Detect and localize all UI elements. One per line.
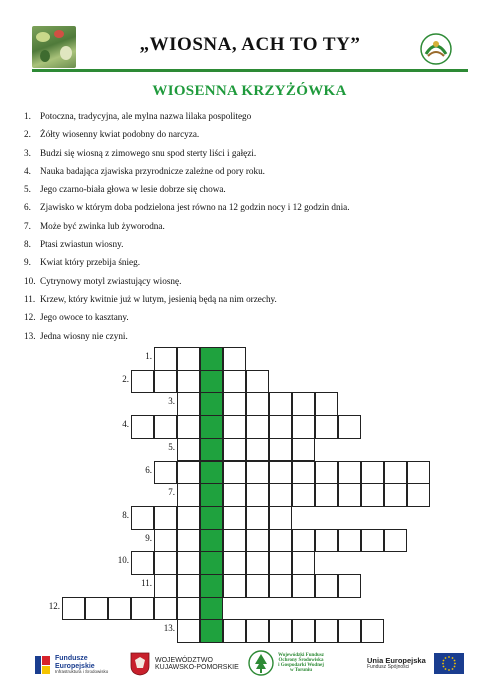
clue-number: 3. <box>24 147 31 158</box>
crossword-key-cell[interactable] <box>200 551 223 575</box>
crossword-key-cell[interactable] <box>200 461 223 485</box>
crossword-cell[interactable] <box>223 551 246 575</box>
crossword-cell[interactable] <box>177 392 200 416</box>
crossword-cell[interactable] <box>246 506 269 530</box>
crossword-cell[interactable] <box>269 461 292 485</box>
crossword-cell[interactable] <box>269 415 292 439</box>
crossword-cell[interactable] <box>292 438 315 462</box>
clue-number: 8. <box>24 239 31 250</box>
crossword-key-cell[interactable] <box>200 597 223 621</box>
clue-text: Ptasi zwiastun wiosny. <box>40 239 124 250</box>
crossword-cell[interactable] <box>154 415 177 439</box>
crossword-cell[interactable] <box>315 483 338 507</box>
clue-number: 9. <box>24 257 31 268</box>
clue-item <box>24 107 484 125</box>
clue-list <box>24 107 484 345</box>
clue-text: Nauka badająca zjawiska przyrodnicze zależne od pory roku. <box>40 165 265 176</box>
clue-text: Cytrynowy motyl zwiastujący wiosnę. <box>40 275 182 286</box>
crossword-cell[interactable] <box>131 597 154 621</box>
crossword-cell[interactable] <box>338 483 361 507</box>
crossword-row-number: 12. <box>48 600 60 611</box>
crossword-cell[interactable] <box>269 574 292 598</box>
crossword-row-number: 4. <box>122 419 129 430</box>
clue-number: 4. <box>24 165 31 176</box>
eu-logo <box>367 653 464 674</box>
crossword-cell[interactable] <box>177 347 200 371</box>
clue-text: Zjawisko w którym doba podzielona jest równo na 12 godzin nocy i 12 godzin dnia. <box>40 202 350 213</box>
clue-item <box>24 198 484 216</box>
crossword-cell[interactable] <box>315 529 338 553</box>
region-logo <box>130 652 239 676</box>
crossword-row-number: 7. <box>168 487 175 498</box>
crossword-cell[interactable] <box>246 370 269 394</box>
crossword-key-cell[interactable] <box>200 347 223 371</box>
crossword-cell[interactable] <box>269 551 292 575</box>
crossword-cell[interactable] <box>223 438 246 462</box>
crossword-cell[interactable] <box>246 461 269 485</box>
crossword-cell[interactable] <box>154 597 177 621</box>
crossword-cell[interactable] <box>246 438 269 462</box>
crossword-cell[interactable] <box>154 529 177 553</box>
clue-number: 5. <box>24 184 31 195</box>
crossword-cell[interactable] <box>246 529 269 553</box>
clue-text: Kwiat który przebija śnieg. <box>40 257 141 268</box>
crossword-cell[interactable] <box>407 483 430 507</box>
wfos-line4: w Toruniu <box>289 668 313 674</box>
clue-item <box>24 162 484 180</box>
wfos-line2: Ochrony Środowiska <box>278 657 324 663</box>
clue-text: Jego owoce to kasztany. <box>40 312 129 323</box>
crossword-cell[interactable] <box>177 551 200 575</box>
crossword-cell[interactable] <box>154 347 177 371</box>
crossword-cell[interactable] <box>154 551 177 575</box>
crossword-cell[interactable] <box>269 506 292 530</box>
crossword-cell[interactable] <box>407 461 430 485</box>
crossword-cell[interactable] <box>384 529 407 553</box>
crossword-cell[interactable] <box>384 461 407 485</box>
crossword-cell[interactable] <box>292 574 315 598</box>
crossword-cell[interactable] <box>223 461 246 485</box>
page-title: „WIOSNA, ACH TO TY” <box>139 34 361 55</box>
crossword-key-cell[interactable] <box>200 438 223 462</box>
crossword-cell[interactable] <box>292 392 315 416</box>
crossword-row-number: 11. <box>141 578 152 588</box>
crossword-cell[interactable] <box>223 574 246 598</box>
crossword-cell[interactable] <box>177 574 200 598</box>
crossword-cell[interactable] <box>62 597 85 621</box>
clue-text: Jedna wiosny nie czyni. <box>40 330 128 341</box>
crossword-row-number: 8. <box>122 509 129 520</box>
clue-number: 2. <box>24 129 31 140</box>
clue-number: 10. <box>24 275 36 286</box>
crossword-cell[interactable] <box>246 574 269 598</box>
clue-number: 6. <box>24 202 31 213</box>
eu-flag-icon <box>434 653 464 674</box>
wfos-line1: Wojewódzki Fundusz <box>278 652 324 658</box>
eu-funds-line2: Europejskie <box>55 662 95 670</box>
crossword-cell[interactable] <box>246 551 269 575</box>
clue-item <box>24 272 484 290</box>
crossword-cell[interactable] <box>292 551 315 575</box>
crossword-cell[interactable] <box>269 529 292 553</box>
crossword-cell[interactable] <box>292 529 315 553</box>
crossword-cell[interactable] <box>177 438 200 462</box>
crossword-cell[interactable] <box>177 506 200 530</box>
crossword-cell[interactable] <box>246 483 269 507</box>
clue-item <box>24 327 484 345</box>
crossword-cell[interactable] <box>223 415 246 439</box>
crossword-row-number: 13. <box>163 623 175 634</box>
eu-line1: Unia Europejska <box>367 655 426 665</box>
crossword-cell[interactable] <box>269 438 292 462</box>
crossword-cell[interactable] <box>292 415 315 439</box>
crossword-row-number: 3. <box>168 396 175 407</box>
wfos-logo <box>248 650 324 676</box>
clue-item <box>24 144 484 162</box>
crossword-cell[interactable] <box>223 370 246 394</box>
crossword-cell[interactable] <box>154 574 177 598</box>
crossword-cell[interactable] <box>246 415 269 439</box>
crossword-cell[interactable] <box>315 574 338 598</box>
crossword-cell[interactable] <box>154 461 177 485</box>
crossword-cell[interactable] <box>177 483 200 507</box>
crossword-cell[interactable] <box>223 529 246 553</box>
region-coat-of-arms-icon <box>130 652 150 676</box>
clue-number: 7. <box>24 220 31 231</box>
crossword-row-number: 9. <box>145 532 152 543</box>
crossword-key-cell[interactable] <box>200 529 223 553</box>
crossword-key-cell[interactable] <box>200 415 223 439</box>
clue-item <box>24 125 484 143</box>
crossword-cell[interactable] <box>177 370 200 394</box>
crossword-cell[interactable] <box>154 506 177 530</box>
crossword-cell[interactable] <box>338 415 361 439</box>
crossword-cell[interactable] <box>223 506 246 530</box>
crossword-cell[interactable] <box>85 597 108 621</box>
crossword-key-cell[interactable] <box>200 370 223 394</box>
crossword-cell[interactable] <box>131 551 154 575</box>
crossword-cell[interactable] <box>269 392 292 416</box>
clue-text: Jego czarno-biała głowa w lesie dobrze się chowa. <box>40 184 226 195</box>
clue-item <box>24 253 484 271</box>
clue-number: 1. <box>24 111 31 121</box>
sponsor-footer <box>0 640 499 690</box>
spring-flowers-photo <box>32 26 76 68</box>
crossword-row-number: 6. <box>145 464 152 475</box>
page-header <box>0 0 499 72</box>
clue-text: Może być zwinka lub żyworodna. <box>40 220 165 231</box>
crossword-cell[interactable] <box>315 415 338 439</box>
crossword-cell[interactable] <box>361 529 384 553</box>
crossword-title: WIOSENNA KRZYŻÓWKA <box>152 83 347 99</box>
crossword-cell[interactable] <box>269 483 292 507</box>
crossword-row-number: 10. <box>117 555 129 566</box>
clue-number: 11. <box>24 293 36 304</box>
wfos-line3: i Gospodarki Wodnej <box>278 663 324 668</box>
crossword-cell[interactable] <box>338 529 361 553</box>
crossword-cell[interactable] <box>292 461 315 485</box>
crossword-key-cell[interactable] <box>200 392 223 416</box>
crossword-cell[interactable] <box>177 597 200 621</box>
eu-line2: Fundusz Spójności <box>367 663 410 670</box>
clue-item <box>24 180 484 198</box>
crossword-cell[interactable] <box>338 461 361 485</box>
crossword-cell[interactable] <box>315 461 338 485</box>
region-line2: KUJAWSKO-POMORSKIE <box>155 664 239 671</box>
crossword-cell[interactable] <box>361 483 384 507</box>
crossword-cell[interactable] <box>223 347 246 371</box>
eco-organization-logo <box>416 30 456 68</box>
eu-funds-logo <box>34 654 108 676</box>
crossword-cell[interactable] <box>154 370 177 394</box>
crossword-cell[interactable] <box>131 370 154 394</box>
eu-funds-line1: Fundusze <box>55 655 88 663</box>
clue-item <box>24 217 484 235</box>
crossword-row-number: 2. <box>122 373 129 384</box>
clue-text: Krzew, który kwitnie już w lutym, jesienią będą na nim orzechy. <box>40 293 277 304</box>
crossword-key-cell[interactable] <box>200 506 223 530</box>
crossword-cell[interactable] <box>361 461 384 485</box>
crossword-cell[interactable] <box>338 574 361 598</box>
crossword-key-cell[interactable] <box>200 574 223 598</box>
crossword-cell[interactable] <box>384 483 407 507</box>
region-line1: WOJEWÓDZTWO <box>155 656 213 664</box>
crossword-cell[interactable] <box>315 392 338 416</box>
clue-text: Żółty wiosenny kwiat podobny do narcyza. <box>40 129 200 140</box>
crossword-cell[interactable] <box>177 461 200 485</box>
crossword-cell[interactable] <box>177 415 200 439</box>
crossword-row-number: 1. <box>145 351 152 361</box>
eu-funds-icon <box>34 654 51 676</box>
eu-funds-line3: Infrastruktura i Środowisko <box>55 668 109 674</box>
crossword-cell[interactable] <box>108 597 131 621</box>
crossword-cell[interactable] <box>223 392 246 416</box>
clue-item <box>24 308 484 326</box>
clue-number: 12. <box>24 312 36 323</box>
clue-item <box>24 290 484 308</box>
crossword-row-number: 5. <box>168 441 175 452</box>
clue-number: 13. <box>24 330 36 341</box>
clue-text: Potoczna, tradycyjna, ale mylna nazwa lilaka pospolitego <box>40 111 252 121</box>
crossword-key-cell[interactable] <box>200 483 223 507</box>
crossword-cell[interactable] <box>246 392 269 416</box>
clue-text: Budzi się wiosną z zimowego snu spod sterty liści i gałęzi. <box>40 147 257 158</box>
clue-item <box>24 235 484 253</box>
crossword-cell[interactable] <box>292 483 315 507</box>
crossword-cell[interactable] <box>131 506 154 530</box>
crossword-cell[interactable] <box>223 483 246 507</box>
wfos-tree-icon <box>248 650 274 676</box>
crossword-cell[interactable] <box>177 529 200 553</box>
crossword-cell[interactable] <box>131 415 154 439</box>
header-divider <box>32 69 468 72</box>
